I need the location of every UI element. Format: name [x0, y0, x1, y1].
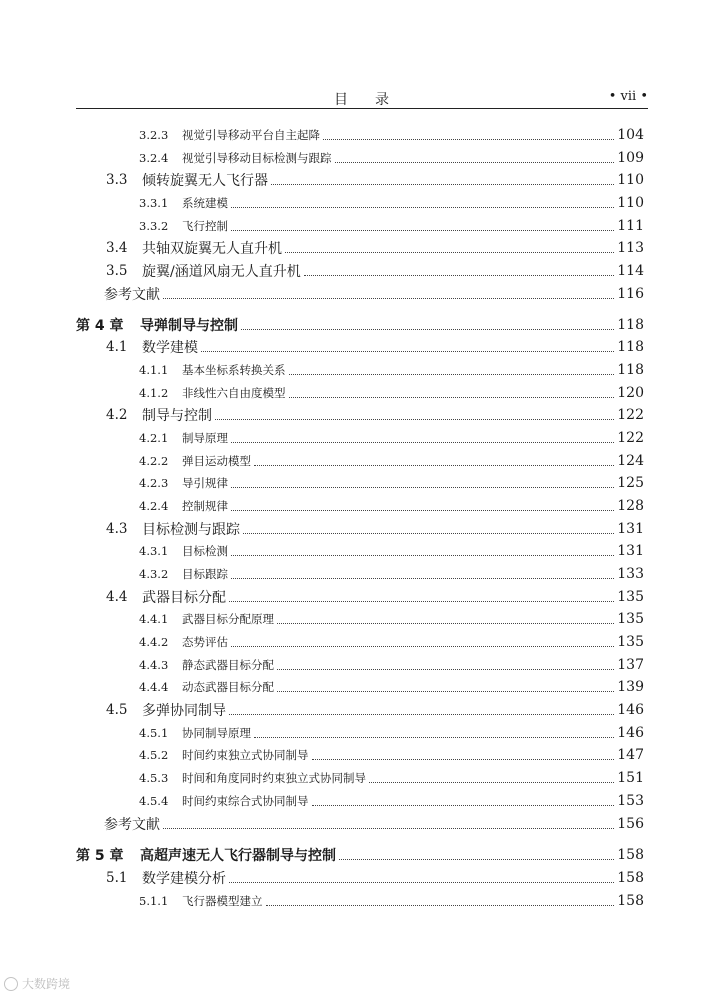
toc-entry-page: 120: [617, 385, 644, 401]
dot-leader: [231, 442, 614, 443]
dot-leader: [229, 714, 614, 715]
toc-entry-number: 3.3.2: [139, 219, 169, 233]
toc-entry-sub[interactable]: [76, 767, 644, 789]
toc-entry-page: 147: [617, 747, 644, 763]
toc-entry-sub[interactable]: [76, 608, 644, 630]
header-title-right: 录: [375, 92, 390, 108]
toc-entry-title: 弹目运动模型: [182, 454, 251, 468]
dot-leader: [231, 555, 614, 556]
toc-entry-section[interactable]: [76, 260, 644, 282]
toc-entry-ref[interactable]: [76, 283, 644, 305]
dot-leader: [339, 859, 614, 860]
toc-entry-title: 高超声速无人飞行器制导与控制: [140, 848, 336, 864]
toc-entry-number: 第 4 章: [76, 318, 124, 334]
toc-entry-chapter[interactable]: [76, 314, 644, 336]
toc-entry-number: 4.5.3: [139, 771, 169, 785]
toc-entry-title: 时间约束综合式协同制导: [182, 794, 309, 808]
toc-entry-page: 135: [617, 589, 644, 605]
toc-entry-number: 5.1: [106, 870, 128, 886]
toc-entry-title: 旋翼/涵道风扇无人直升机: [142, 264, 301, 280]
header-title-left: 目: [334, 92, 349, 108]
toc-entry-number: 4.3.2: [139, 567, 169, 581]
dot-leader: [254, 737, 614, 738]
toc-entry-page: 137: [617, 657, 644, 673]
toc-entry-number: 4.3.1: [139, 544, 169, 558]
header-title: [76, 89, 648, 109]
dot-leader: [266, 905, 615, 906]
toc-entry-ref[interactable]: [76, 813, 644, 835]
toc-entry-title: 数学建模分析: [142, 871, 226, 887]
toc-entry-page: 146: [617, 725, 644, 741]
toc-entry-page: 118: [617, 317, 644, 333]
running-header: [76, 88, 648, 109]
toc-entry-page: 122: [617, 430, 644, 446]
toc-entry-page: 156: [617, 816, 644, 832]
toc-entry-page: 158: [617, 847, 644, 863]
dot-leader: [277, 691, 614, 692]
toc-entry-title: 倾转旋翼无人飞行器: [142, 173, 268, 189]
toc-entry-number: 4.4.2: [139, 635, 169, 649]
toc-entry-section[interactable]: [76, 586, 644, 608]
toc-entry-page: 110: [617, 172, 644, 188]
toc-entry-number: 4.2: [106, 407, 128, 423]
dot-leader: [335, 162, 615, 163]
toc-entry-title: 协同制导原理: [182, 726, 251, 740]
dot-leader: [229, 882, 614, 883]
toc-entry-number: 5.1.1: [139, 894, 169, 908]
dot-leader: [277, 669, 614, 670]
toc-entry-title: 导引规律: [182, 476, 228, 490]
dot-leader: [312, 805, 615, 806]
toc-entry-title: 目标检测与跟踪: [142, 522, 240, 538]
toc-entry-page: 133: [617, 566, 644, 582]
toc-entry-sub[interactable]: [76, 631, 644, 653]
toc-entry-page: 110: [617, 195, 644, 211]
dot-leader: [215, 419, 614, 420]
toc-entry-section[interactable]: [76, 237, 644, 259]
toc-entry-number: 3.4: [106, 240, 128, 256]
dot-leader: [277, 623, 614, 624]
toc-entry-sub[interactable]: [76, 124, 644, 146]
toc-entry-title: 制导原理: [182, 431, 228, 445]
toc-entry-sub[interactable]: [76, 215, 644, 237]
dot-leader: [312, 759, 615, 760]
toc-entry-section[interactable]: [76, 518, 644, 540]
toc-entry-title: 静态武器目标分配: [182, 658, 274, 672]
toc-entry-sub[interactable]: [76, 790, 644, 812]
toc-entry-title: 参考文献: [104, 817, 160, 833]
toc-entry-title: 时间约束独立式协同制导: [182, 748, 309, 762]
toc-entry-title: 非线性六自由度模型: [182, 386, 286, 400]
toc-entry-page: 111: [617, 218, 644, 234]
toc-entry-sub[interactable]: [76, 540, 644, 562]
toc-entry-title: 系统建模: [182, 196, 228, 210]
dot-leader: [254, 465, 614, 466]
dot-leader: [229, 601, 614, 602]
dot-leader: [231, 230, 614, 231]
dot-leader: [163, 298, 614, 299]
dot-leader: [231, 510, 614, 511]
toc-entry-sub[interactable]: [76, 450, 644, 472]
toc-entry-number: 4.4: [106, 589, 128, 605]
toc-entry-number: 4.2.4: [139, 499, 169, 513]
dot-leader: [231, 646, 614, 647]
dot-leader: [289, 397, 615, 398]
toc-entry-number: 4.4.4: [139, 680, 169, 694]
toc-entry-number: 4.2.3: [139, 476, 169, 490]
watermark-text: 大数跨境: [22, 977, 71, 991]
toc-entry-page: 116: [617, 286, 644, 302]
toc-entry-page: 114: [617, 263, 644, 279]
toc-entry-sub[interactable]: [76, 676, 644, 698]
dot-leader: [289, 374, 615, 375]
toc-entry-title: 制导与控制: [142, 408, 212, 424]
toc-entry-page: 118: [617, 339, 644, 355]
toc-entry-number: 4.1.1: [139, 363, 169, 377]
toc-entry-number: 3.5: [106, 263, 128, 279]
toc-entry-number: 4.5: [106, 702, 128, 718]
toc-entry-page: 124: [617, 453, 644, 469]
toc-entry-page: 153: [617, 793, 644, 809]
toc-entry-number: 3.3: [106, 172, 128, 188]
dot-leader: [323, 139, 614, 140]
header-page-number: • vii •: [608, 89, 648, 104]
toc-entry-number: 4.1: [106, 339, 128, 355]
dot-leader: [231, 207, 614, 208]
toc-entry-sub[interactable]: [76, 722, 644, 744]
toc-entry-section[interactable]: [76, 336, 644, 358]
toc-entry-page: 158: [617, 893, 644, 909]
toc-entry-page: 131: [617, 543, 644, 559]
toc-entry-number: 3.2.3: [139, 128, 169, 142]
toc-entry-chapter[interactable]: [76, 844, 644, 866]
toc-entry-sub[interactable]: [76, 382, 644, 404]
toc-entry-title: 共轴双旋翼无人直升机: [142, 241, 282, 257]
toc-entry-number: 4.4.3: [139, 658, 169, 672]
toc-entry-page: 122: [617, 407, 644, 423]
toc-entry-section[interactable]: [76, 169, 644, 191]
toc-entry-page: 113: [617, 240, 644, 256]
toc-entry-title: 目标跟踪: [182, 567, 228, 581]
toc-entry-sub[interactable]: [76, 563, 644, 585]
toc-entry-number: 3.3.1: [139, 196, 169, 210]
dot-leader: [243, 533, 614, 534]
dot-leader: [241, 329, 614, 330]
toc-entry-page: 151: [617, 770, 644, 786]
toc-entry-number: 4.3: [106, 521, 128, 537]
dot-leader: [285, 252, 614, 253]
toc-entry-title: 参考文献: [104, 287, 160, 303]
toc-entry-section[interactable]: [76, 404, 644, 426]
toc-entry-number: 4.5.2: [139, 748, 169, 762]
toc-entry-title: 目标检测: [182, 544, 228, 558]
toc-entry-sub[interactable]: [76, 472, 644, 494]
toc-entry-title: 控制规律: [182, 499, 228, 513]
toc-entry-title: 武器目标分配原理: [182, 612, 274, 626]
toc-entry-sub[interactable]: [76, 427, 644, 449]
toc-entry-title: 时间和角度同时约束独立式协同制导: [182, 771, 366, 785]
toc-entry-title: 多弹协同制导: [142, 703, 226, 719]
toc-entry-sub[interactable]: [76, 147, 644, 169]
toc-entry-page: 158: [617, 870, 644, 886]
toc-entry-number: 第 5 章: [76, 848, 124, 864]
toc-entry-page: 109: [617, 150, 644, 166]
toc-entry-page: 125: [617, 475, 644, 491]
toc-entry-section[interactable]: [76, 867, 644, 889]
toc-entry-title: 数学建模: [142, 340, 198, 356]
toc-entry-title: 飞行器模型建立: [182, 894, 263, 908]
toc-entry-title: 导弹制导与控制: [140, 318, 238, 334]
toc-entry-page: 139: [617, 679, 644, 695]
dot-leader: [201, 351, 614, 352]
toc-entry-sub[interactable]: [76, 359, 644, 381]
toc-entry-page: 146: [617, 702, 644, 718]
toc-entry-number: 4.2.2: [139, 454, 169, 468]
toc-entry-sub[interactable]: [76, 890, 644, 912]
toc-entry-sub[interactable]: [76, 744, 644, 766]
watermark-logo-icon: [4, 977, 18, 991]
toc-entry-number: 4.5.1: [139, 726, 169, 740]
toc-entry-page: 118: [617, 362, 644, 378]
dot-leader: [231, 487, 614, 488]
toc-entry-sub[interactable]: [76, 495, 644, 517]
toc-entry-section[interactable]: [76, 699, 644, 721]
toc-entry-title: 飞行控制: [182, 219, 228, 233]
watermark: [4, 975, 70, 992]
toc-entry-number: 3.2.4: [139, 151, 169, 165]
dot-leader: [163, 828, 614, 829]
toc-entry-sub[interactable]: [76, 192, 644, 214]
toc-entry-number: 4.2.1: [139, 431, 169, 445]
toc-entry-page: 135: [617, 634, 644, 650]
toc-entry-number: 4.4.1: [139, 612, 169, 626]
toc-entry-page: 131: [617, 521, 644, 537]
toc-entry-title: 视觉引导移动平台自主起降: [182, 128, 320, 142]
toc-entry-title: 基本坐标系转换关系: [182, 363, 286, 377]
toc-entry-title: 武器目标分配: [142, 590, 226, 606]
toc-entry-page: 135: [617, 611, 644, 627]
toc-entry-title: 动态武器目标分配: [182, 680, 274, 694]
toc-entry-page: 104: [617, 127, 644, 143]
toc-entry-number: 4.1.2: [139, 386, 169, 400]
toc-entry-page: 128: [617, 498, 644, 514]
toc-entry-title: 态势评估: [182, 635, 228, 649]
toc-entry-number: 4.5.4: [139, 794, 169, 808]
dot-leader: [231, 578, 614, 579]
toc-entry-sub[interactable]: [76, 654, 644, 676]
dot-leader: [304, 275, 615, 276]
dot-leader: [271, 184, 614, 185]
toc-entry-title: 视觉引导移动目标检测与跟踪: [182, 151, 332, 165]
dot-leader: [369, 782, 614, 783]
